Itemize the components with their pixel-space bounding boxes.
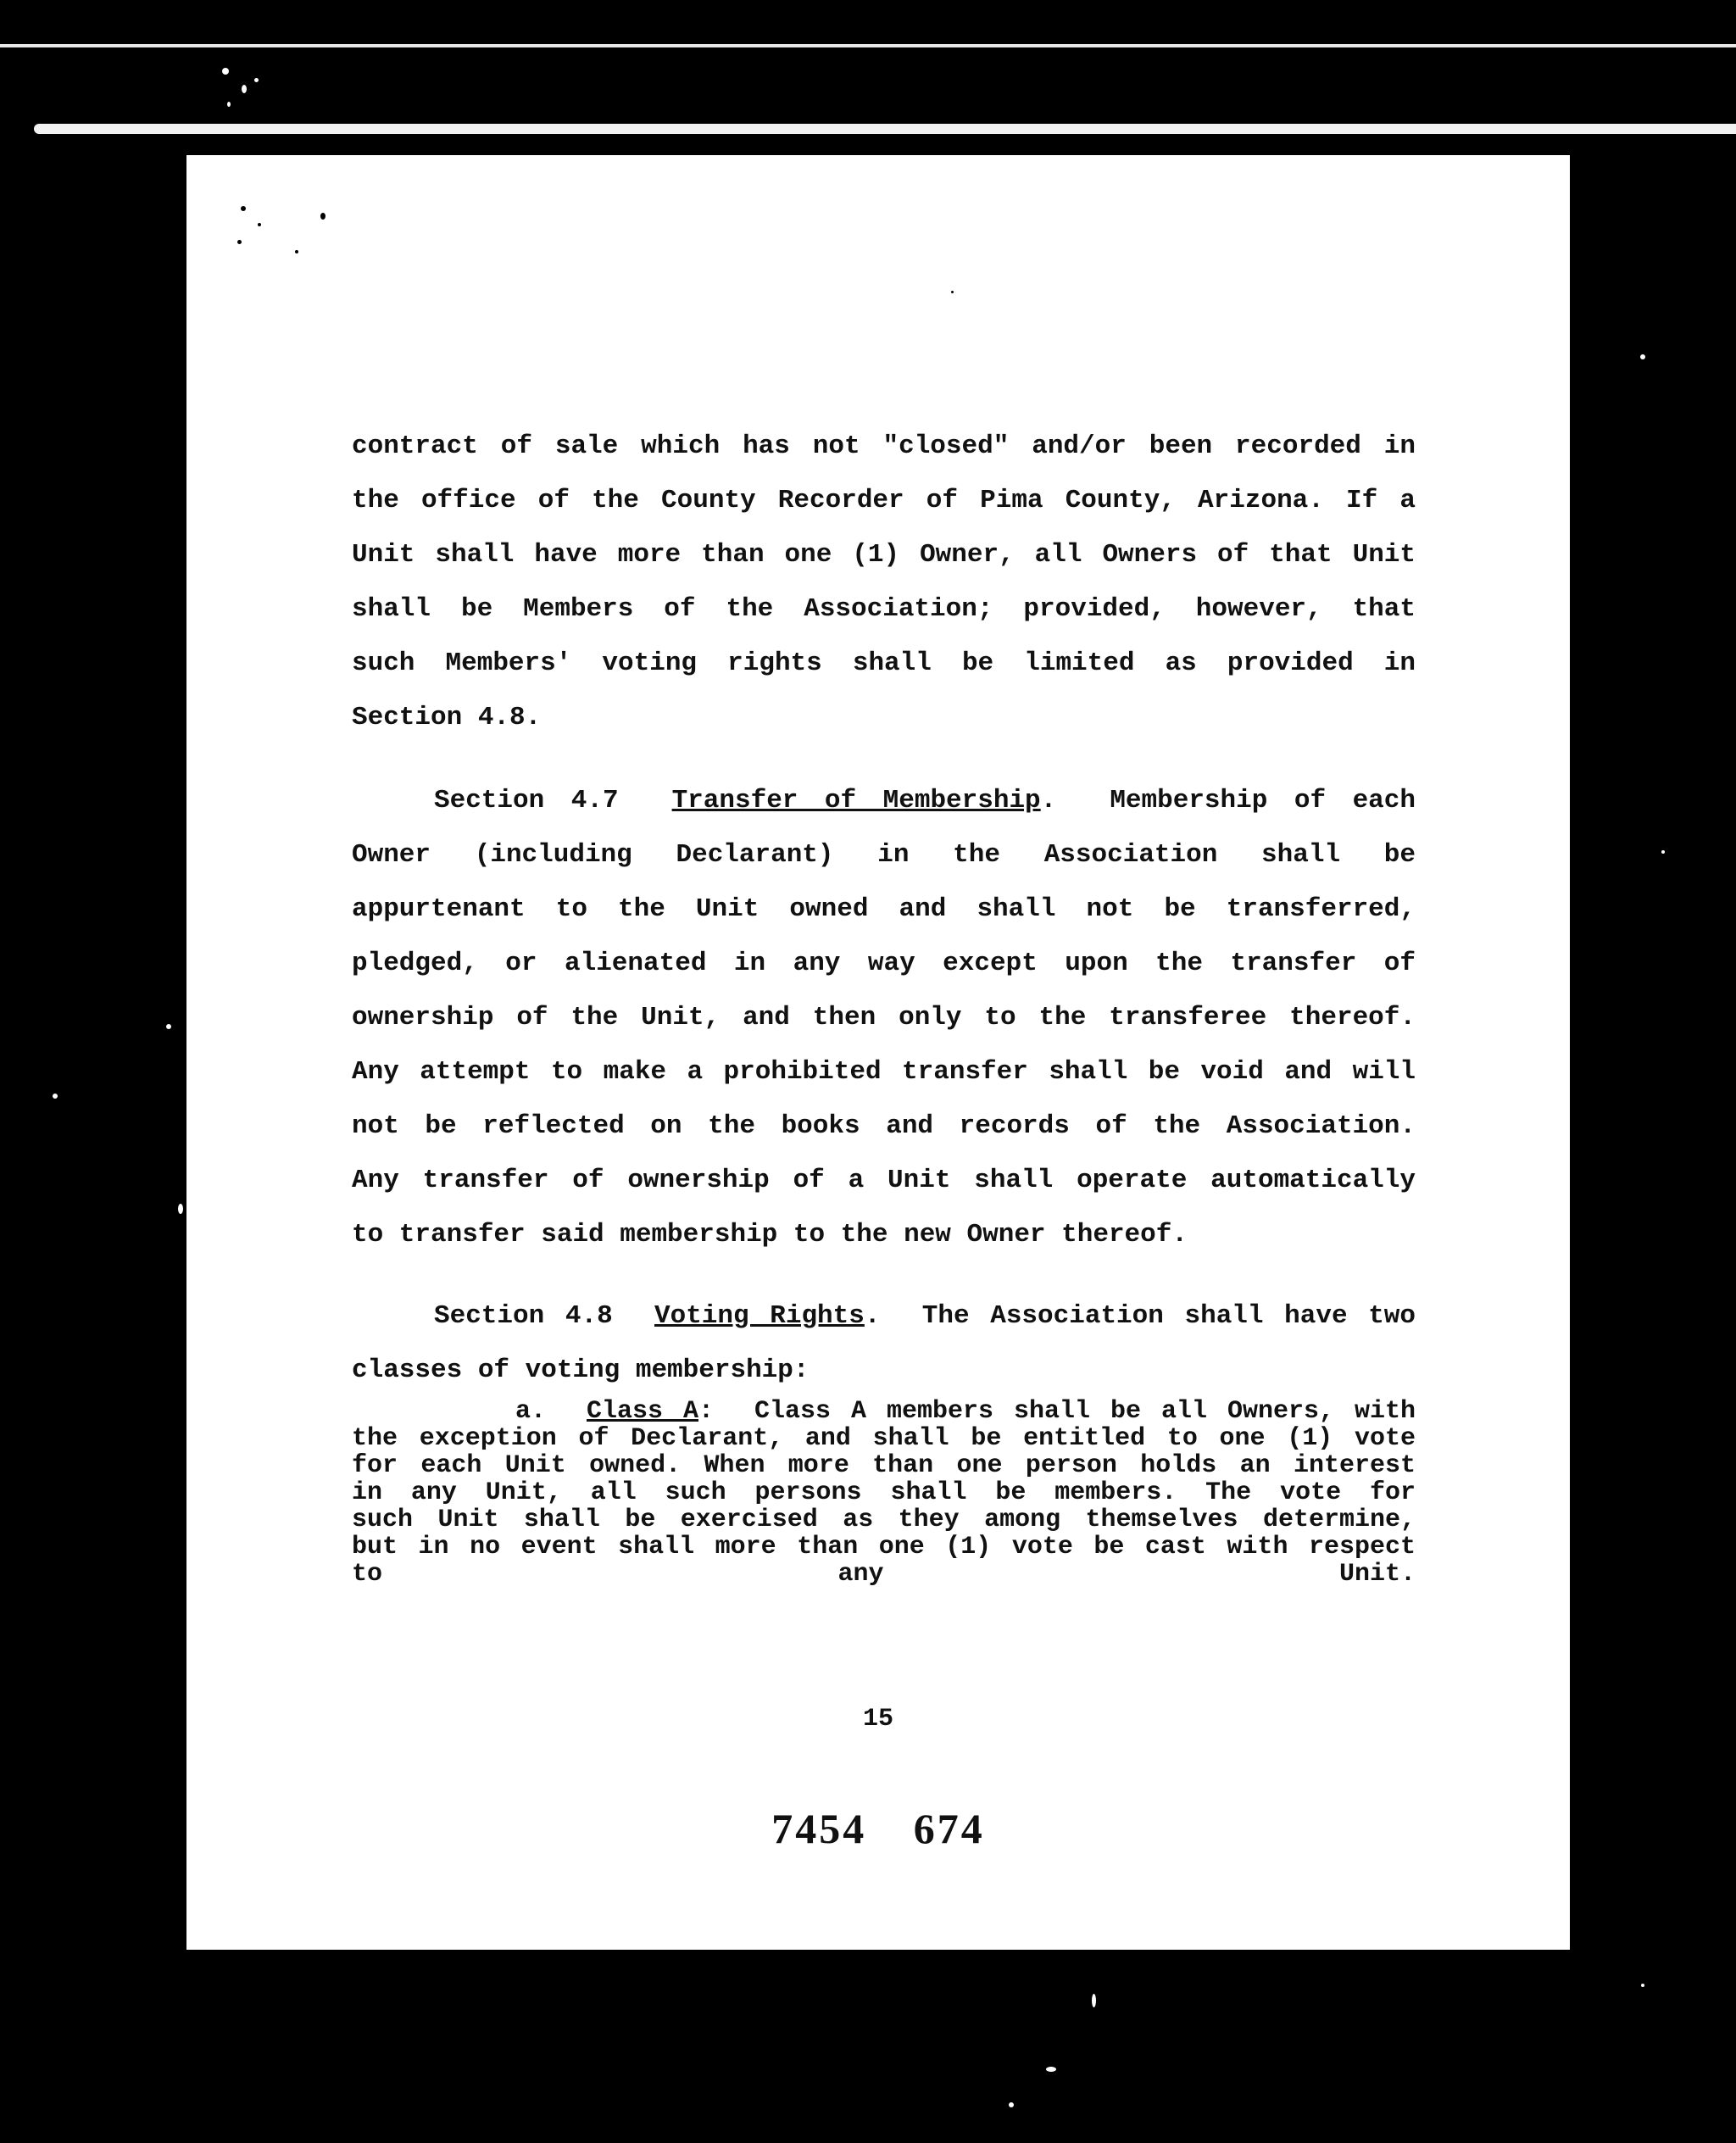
text-line: Class A members shall be all Owners, with xyxy=(754,1397,1416,1426)
scan-speck xyxy=(53,1094,58,1099)
text-line: the exception of Declarant, and shall be entitled to one (1) vote xyxy=(352,1424,1416,1453)
scan-speck xyxy=(1092,1994,1096,2007)
clause-heading: Class A xyxy=(587,1397,699,1426)
text-line: Owner (including Declarant) in the Association shall be xyxy=(352,840,1416,870)
text-line: ownership of the Unit, and then only to the transferee thereof. xyxy=(352,1003,1416,1033)
section-heading: Transfer of Membership xyxy=(671,786,1041,815)
scan-speck xyxy=(1641,1984,1644,1987)
text-line: The Association shall have two xyxy=(921,1301,1416,1331)
scan-speck xyxy=(320,213,326,220)
scan-edge-band xyxy=(34,124,1736,134)
text-line: shall be Members of the Association; provided, however, that xyxy=(352,594,1416,624)
scan-speck xyxy=(227,102,231,107)
paragraph-continued xyxy=(352,420,1416,745)
scan-speck xyxy=(222,68,229,75)
stamp-page-number: 674 xyxy=(913,1805,985,1852)
scan-speck xyxy=(242,85,247,93)
page-number: 15 xyxy=(862,1705,893,1734)
text-line: Unit shall have more than one (1) Owner, all Owners of that Unit xyxy=(352,540,1416,570)
text-line: Membership of each xyxy=(1110,786,1416,815)
text-line: the office of the County Recorder of Pima County, Arizona. If a xyxy=(352,486,1416,515)
text-line: Section 4.8. xyxy=(352,703,542,732)
section-number: Section 4.7 xyxy=(434,786,619,815)
section-heading: Voting Rights xyxy=(654,1301,865,1331)
scan-speck xyxy=(1640,354,1645,359)
scan-speck xyxy=(1046,2067,1056,2072)
scan-speck xyxy=(237,240,242,244)
text-line: contract of sale which has not "closed" and/or been recorded in xyxy=(352,431,1416,461)
section-heading-line: Section 4.8 Voting Rights. The Association shall have two xyxy=(434,1301,1416,1331)
text-line: Any transfer of ownership of a Unit shall operate automatically xyxy=(352,1166,1416,1195)
recording-stamp xyxy=(186,1804,1570,1853)
scan-speck xyxy=(178,1204,183,1214)
scan-speck xyxy=(166,1024,171,1029)
stamp-book-number: 7454 xyxy=(771,1805,867,1852)
text-line: to any Unit. xyxy=(352,1560,1416,1589)
text-line: but in no event shall more than one (1) vote be cast with respect xyxy=(352,1533,1416,1561)
text-line: classes of voting membership: xyxy=(352,1355,810,1385)
text-line: in any Unit, all such persons shall be members. The vote for xyxy=(352,1478,1416,1507)
scan-speck xyxy=(951,291,954,293)
scan-speck xyxy=(258,223,261,226)
class-a-clause xyxy=(352,1398,1416,1588)
scan-speck xyxy=(1661,850,1665,854)
clause-heading-line: a. Class A: Class A members shall be all Owners, with xyxy=(515,1397,1416,1426)
document-page xyxy=(186,155,1570,1950)
text-line: for each Unit owned. When more than one person holds an interest xyxy=(352,1451,1416,1480)
text-line: appurtenant to the Unit owned and shall not be transferred, xyxy=(352,894,1416,924)
text-line: to transfer said membership to the new Owner thereof. xyxy=(352,1220,1188,1250)
section-4-8 xyxy=(352,1289,1416,1398)
scan-speck xyxy=(295,250,298,253)
section-number: Section 4.8 xyxy=(434,1301,613,1331)
clause-marker: a. xyxy=(515,1397,547,1426)
section-heading-line: Section 4.7 Transfer of Membership. Membership of each xyxy=(434,786,1416,815)
scan-speck xyxy=(1009,2102,1014,2107)
text-line: such Unit shall be exercised as they among themselves determine, xyxy=(352,1506,1416,1534)
section-4-7 xyxy=(352,774,1416,1262)
scan-speck xyxy=(241,206,246,211)
text-line: Any attempt to make a prohibited transfer shall be void and will xyxy=(352,1057,1416,1087)
scan-edge-line xyxy=(0,44,1736,47)
scan-speck xyxy=(254,78,259,82)
text-line: such Members' voting rights shall be limited as provided in xyxy=(352,648,1416,678)
text-line: not be reflected on the books and records of the Association. xyxy=(352,1111,1416,1141)
text-line: pledged, or alienated in any way except upon the transfer of xyxy=(352,949,1416,978)
